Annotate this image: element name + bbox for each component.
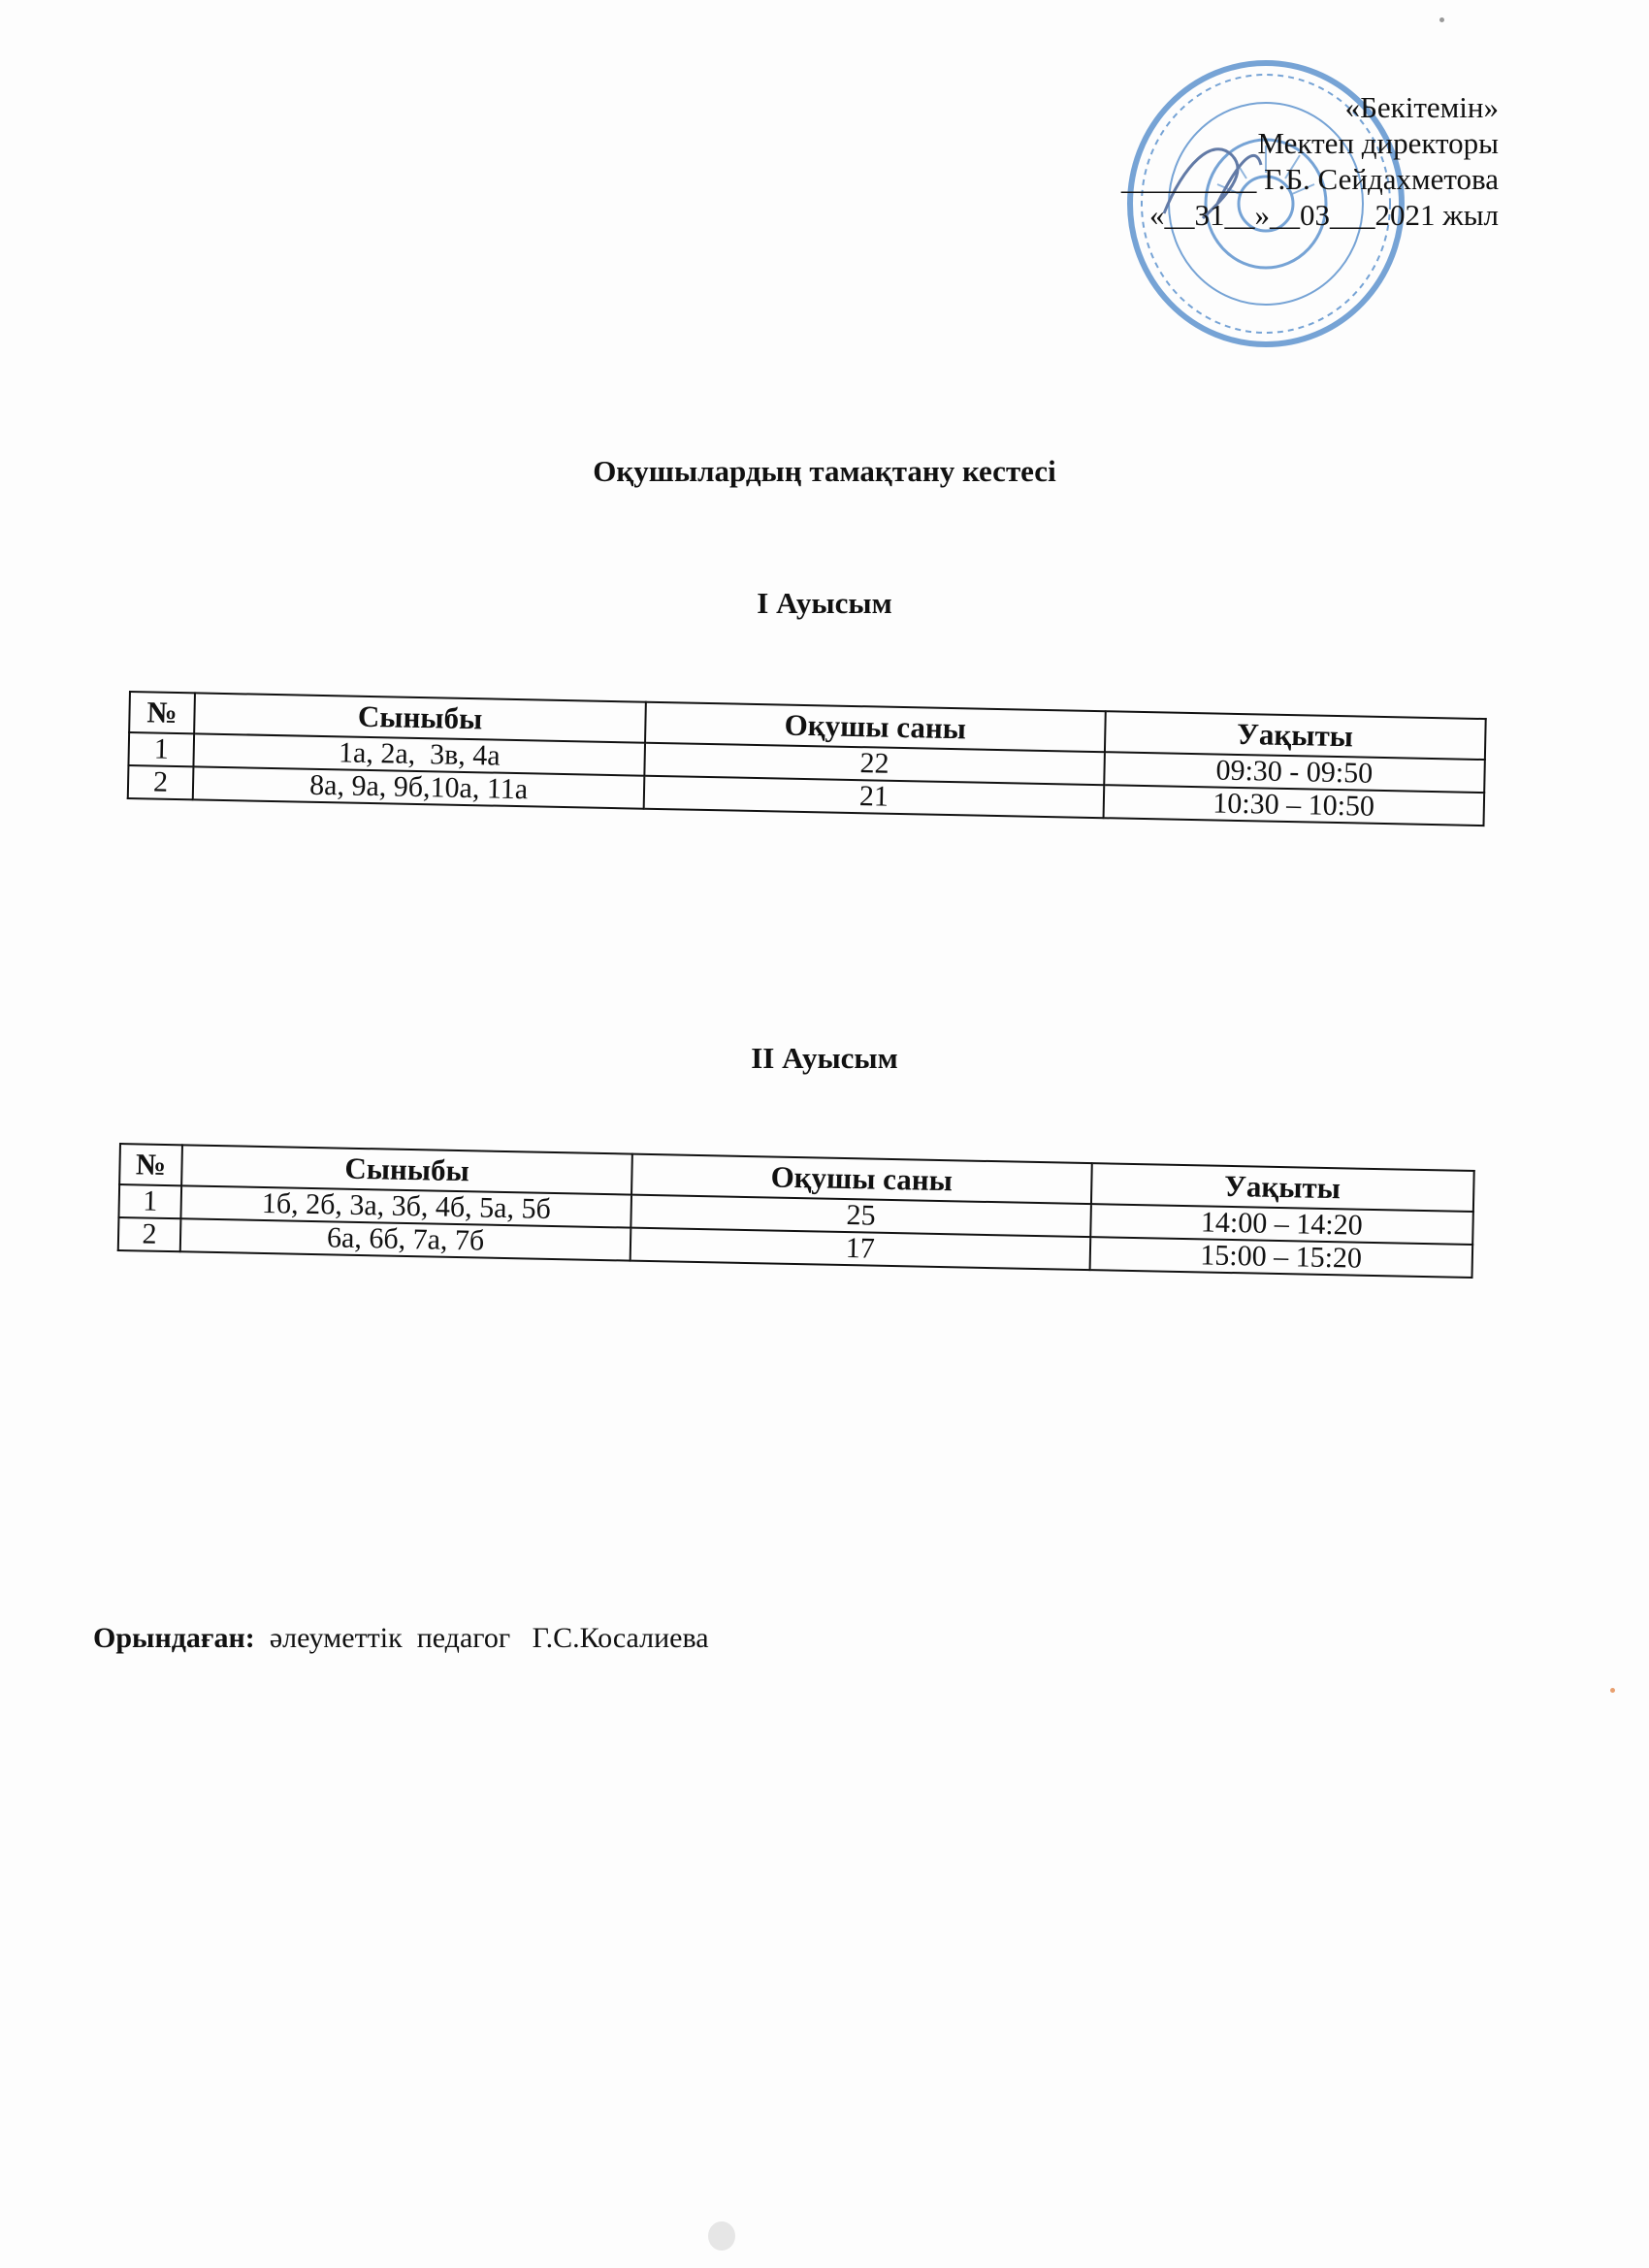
scan-speck (1439, 17, 1444, 22)
row-classes: 8а, 9а, 9б,10а, 11а (193, 766, 645, 808)
director-position: Мектеп директоры (1257, 126, 1499, 160)
prepared-by-label: Орындаған: (93, 1622, 255, 1654)
row-number: 1 (118, 1184, 181, 1218)
row-classes: 6а, 6б, 7а, 7б (180, 1218, 631, 1260)
row-number: 1 (128, 732, 194, 766)
row-number: 2 (128, 765, 194, 799)
row-time: 15:00 – 15:20 (1089, 1237, 1472, 1278)
shift-2-title: ІІ Ауысым (751, 1041, 898, 1075)
approval-heading: «Бекітемін» (1344, 90, 1499, 124)
header-classes: Сыныбы (181, 1145, 632, 1194)
approval-block (1121, 89, 1499, 233)
header-students: Оқушы саны (631, 1154, 1091, 1204)
scan-speck (708, 2221, 735, 2251)
document-title: Оқушылардың тамақтану кестесі (593, 454, 1056, 488)
approval-date: «__31__»__03___2021 жыл (1149, 198, 1499, 232)
prepared-by-role: әлеуметтік педагог (254, 1622, 533, 1654)
header-number: № (119, 1144, 182, 1185)
header-time: Уақыты (1090, 1163, 1473, 1212)
row-time: 10:30 – 10:50 (1103, 785, 1484, 826)
row-time: 09:30 - 09:50 (1104, 752, 1485, 793)
row-classes: 1а, 2а, 3в, 4а (193, 733, 645, 775)
row-students: 21 (644, 776, 1104, 818)
prepared-by (93, 1622, 709, 1655)
header-time: Уақыты (1104, 711, 1485, 760)
director-name: _________ Г.Б. Сейдахметова (1120, 162, 1499, 196)
shift-2-table (117, 1143, 1475, 1279)
row-classes: 1б, 2б, 3а, 3б, 4б, 5а, 5б (180, 1185, 631, 1227)
header-classes: Сыныбы (194, 693, 646, 742)
row-students: 17 (630, 1228, 1090, 1270)
shift-1-title: І Ауысым (757, 586, 892, 620)
header-number: № (129, 692, 195, 733)
prepared-by-name: Г.С.Косалиева (532, 1622, 709, 1654)
row-time: 14:00 – 14:20 (1090, 1204, 1473, 1245)
scan-speck (1610, 1688, 1615, 1693)
row-students: 25 (631, 1195, 1091, 1237)
shift-1-table (127, 691, 1487, 826)
row-number: 2 (118, 1217, 181, 1251)
row-students: 22 (645, 743, 1105, 785)
header-students: Оқушы саны (645, 702, 1105, 752)
